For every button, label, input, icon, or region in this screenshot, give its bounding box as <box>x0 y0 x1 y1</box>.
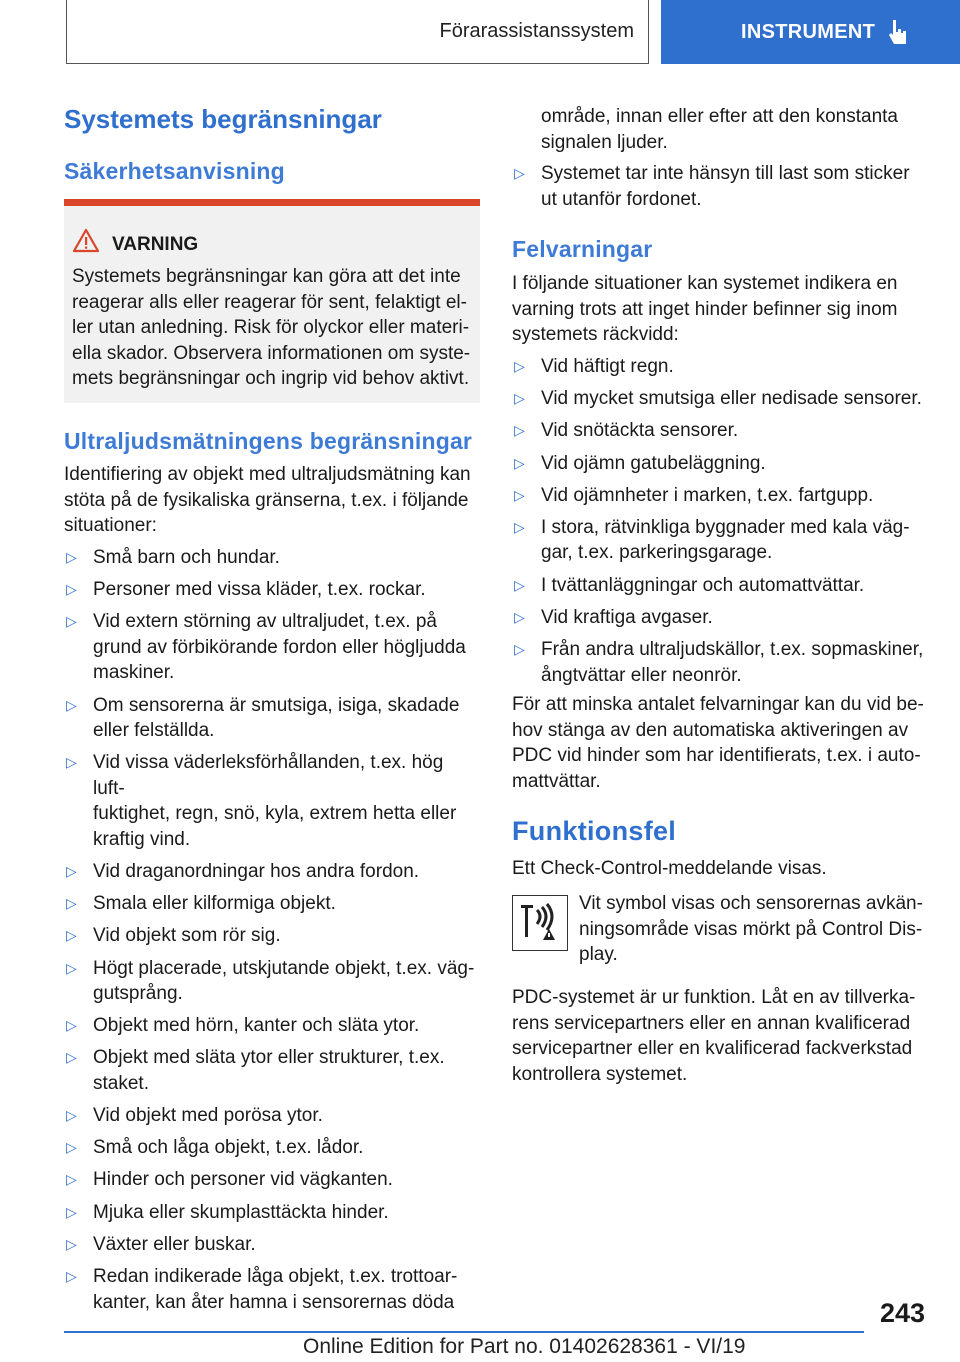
section-tab <box>661 0 960 64</box>
triangle-bullet-icon: ▷ <box>66 613 77 630</box>
bullet-line: Vid mycket smutsiga eller nedisade sensorer. <box>541 388 922 410</box>
bullet-line: Vid objekt som rör sig. <box>93 925 281 947</box>
triangle-bullet-icon: ▷ <box>66 927 77 944</box>
malfunction-outro <box>512 985 932 1087</box>
warning-text <box>72 264 472 392</box>
bullet-line: Små och låga objekt, t.ex. lådor. <box>93 1137 364 1159</box>
list-item <box>512 573 932 599</box>
load-bullet-list <box>512 161 928 212</box>
list-item <box>64 1264 480 1315</box>
triangle-bullet-icon: ▷ <box>514 608 525 625</box>
list-item <box>64 1167 480 1193</box>
bullet-line: Vid ojämnheter i marken, t.ex. fartgupp. <box>541 484 874 506</box>
intro-line: stöta på de fysikaliska gränserna, t.ex. i följande <box>64 489 469 511</box>
triangle-bullet-icon: ▷ <box>66 1049 77 1066</box>
list-item <box>512 386 932 412</box>
list-item <box>64 1103 480 1129</box>
warning-label: VARNING <box>112 234 199 255</box>
list-item <box>64 750 480 852</box>
triangle-bullet-icon: ▷ <box>514 576 525 593</box>
outro-line: hov stänga av den automatiska aktiveringen av <box>512 719 909 741</box>
outro-line: servicepartner eller en kvalificerad fackverkstad <box>512 1038 913 1059</box>
triangle-bullet-icon: ▷ <box>66 1107 77 1124</box>
triangle-bullet-icon: ▷ <box>66 549 77 565</box>
triangle-bullet-icon: ▷ <box>66 1203 77 1220</box>
triangle-bullet-icon: ▷ <box>66 754 77 771</box>
bullet-line: fuktighet, regn, snö, kyla, extrem hetta eller <box>93 803 457 825</box>
false-warnings-heading: Felvarningar <box>512 236 653 262</box>
bullet-line: Vid objekt med porösa ytor. <box>93 1105 323 1127</box>
list-item <box>512 483 932 509</box>
bullet-line: Smala eller kilformiga objekt. <box>93 893 336 915</box>
outro-line: PDC-systemet är ur funktion. Låt en av tillverka- <box>512 987 916 1008</box>
bullet-line: staket. <box>93 1072 149 1094</box>
hand-pointer-icon <box>887 18 909 48</box>
bullet-line: Vid kraftiga avgaser. <box>541 606 713 628</box>
warning-triangle-icon <box>72 228 100 254</box>
triangle-bullet-icon: ▷ <box>66 1139 77 1156</box>
bullet-line: Vid häftigt regn. <box>541 356 674 377</box>
bullet-line: Objekt med hörn, kanter och släta ytor. <box>93 1015 420 1037</box>
bullet-line: Hinder och personer vid vägkanten. <box>93 1169 393 1191</box>
intro-line: I följande situationer kan systemet indikera en <box>512 273 898 294</box>
warning-line: mets begränsningar och ingrip vid behov aktivt. <box>72 368 470 389</box>
malfunction-icon-text <box>579 891 931 968</box>
outro-line: rens servicepartners eller en annan kvalificerad <box>512 1012 911 1034</box>
warning-line: ler utan anledning. Risk för olyckor eller materi- <box>72 317 470 338</box>
bullet-line: maskiner. <box>93 662 175 684</box>
bullet-line: eller felställda. <box>93 720 215 742</box>
list-item <box>64 693 480 744</box>
bullet-line: Vid vissa väderleksförhållanden, t.ex. hög luft- <box>93 752 444 799</box>
bullet-line: grund av förbikörande fordon eller högljudda <box>93 636 466 658</box>
intro-line: Identifiering av objekt med ultraljudsmätning kan <box>64 464 471 485</box>
limitations-list <box>64 545 480 1322</box>
icon-text-line: play. <box>579 944 618 965</box>
icon-text-line: ningsområde visas mörkt på Control Dis- <box>579 918 923 940</box>
list-item <box>512 354 932 380</box>
edition-note: Online Edition for Part no. 01402628361 - VI/19 <box>303 1335 746 1358</box>
triangle-bullet-icon: ▷ <box>66 581 77 598</box>
bullet-line: Växter eller buskar. <box>93 1233 256 1255</box>
bullet-line: Om sensorerna är smutsiga, isiga, skadade <box>93 694 460 716</box>
list-item <box>64 545 480 571</box>
list-item <box>64 1135 480 1161</box>
outro-line: kontrollera systemet. <box>512 1063 688 1085</box>
warning-line: ella skador. Observera informationen om syste- <box>72 342 471 364</box>
warning-line: reagerar alls eller reagerar för sent, felaktigt el- <box>72 291 467 313</box>
bullet-line: gar, t.ex. parkeringsgarage. <box>541 542 773 564</box>
bullet-line: Vid ojämn gatubeläggning. <box>541 452 766 474</box>
bullet-line: Objekt med släta ytor eller strukturer, t.ex. <box>93 1047 445 1069</box>
triangle-bullet-icon: ▷ <box>514 358 525 374</box>
bullet-line: Redan indikerade låga objekt, t.ex. trottoar- <box>93 1266 458 1287</box>
chapter-tab <box>66 0 649 64</box>
chapter-title: Förarassistanssystem <box>439 20 634 42</box>
continued-bullet-text <box>541 104 931 155</box>
page-title: Systemets begränsningar <box>64 104 382 134</box>
bullet-line: Vid snötäckta sensorer. <box>541 420 739 442</box>
outro-line: För att minska antalet felvarningar kan du vid be- <box>512 694 924 715</box>
continued-line: område, innan eller efter att den konstanta <box>541 106 899 127</box>
list-item <box>64 891 480 917</box>
intro-line: varning trots att inget hinder befinner sig inom <box>512 298 898 320</box>
triangle-bullet-icon: ▷ <box>66 696 77 713</box>
bullet-line: Personer med vissa kläder, t.ex. rockar. <box>93 579 426 601</box>
intro-line: systemets räckvidd: <box>512 324 679 345</box>
list-item <box>64 1045 480 1096</box>
triangle-bullet-icon: ▷ <box>514 165 525 181</box>
bullet-line: kanter, kan åter hamna i sensorernas döda <box>93 1291 455 1313</box>
triangle-bullet-icon: ▷ <box>66 1235 77 1252</box>
warning-box <box>64 199 480 403</box>
list-item <box>64 923 480 949</box>
list-item <box>512 451 932 477</box>
icon-text-line: Vit symbol visas och sensorernas avkän- <box>579 893 923 914</box>
outro-line: mattvättar. <box>512 770 601 792</box>
section-title: INSTRUMENT <box>741 20 876 43</box>
list-item <box>64 1200 480 1226</box>
list-item <box>64 1013 480 1039</box>
triangle-bullet-icon: ▷ <box>66 1171 77 1188</box>
list-item <box>512 515 932 566</box>
triangle-bullet-icon: ▷ <box>514 422 525 439</box>
bullet-line: Mjuka eller skumplasttäckta hinder. <box>93 1201 389 1223</box>
intro-line: situationer: <box>64 515 157 536</box>
list-item <box>512 161 928 212</box>
bullet-line: Högt placerade, utskjutande objekt, t.ex. väg- <box>93 957 475 979</box>
malfunction-heading: Funktionsfel <box>512 816 677 846</box>
page-number: 243 <box>880 1298 926 1328</box>
false-warnings-outro <box>512 692 932 794</box>
continued-line: signalen ljuder. <box>541 131 668 153</box>
bullet-line: I stora, rätvinkliga byggnader med kala väg- <box>541 516 910 538</box>
list-item <box>64 609 480 686</box>
false-warnings-list <box>512 354 932 695</box>
triangle-bullet-icon: ▷ <box>66 862 77 879</box>
ultrasound-intro <box>64 462 480 539</box>
bullet-line: gutsprång. <box>93 983 183 1004</box>
list-item <box>512 418 932 444</box>
bullet-line: ut utanför fordonet. <box>541 188 702 210</box>
malfunction-message: Ett Check-Control-meddelande visas. <box>512 858 827 879</box>
bullet-line: Vid extern störning av ultraljudet, t.ex. på <box>93 611 437 633</box>
bullet-line: ångtvättar eller neonrör. <box>541 664 742 686</box>
list-item <box>512 605 932 631</box>
bullet-line: Små barn och hundar. <box>93 547 280 568</box>
triangle-bullet-icon: ▷ <box>514 641 525 657</box>
outro-line: PDC vid hinder som har identifierats, t.ex. i auto- <box>512 745 921 766</box>
bullet-line: kraftig vind. <box>93 828 191 850</box>
bullet-line: Systemet tar inte hänsyn till last som sticker <box>541 163 910 184</box>
triangle-bullet-icon: ▷ <box>66 895 77 912</box>
footer-divider <box>64 1331 864 1333</box>
false-warnings-intro <box>512 271 928 348</box>
ultrasound-heading: Ultraljudsmätningens begränsningar <box>64 428 473 454</box>
triangle-bullet-icon: ▷ <box>514 454 525 471</box>
triangle-bullet-icon: ▷ <box>514 390 525 407</box>
list-item <box>64 1232 480 1258</box>
list-item <box>512 637 932 688</box>
warning-line: Systemets begränsningar kan göra att det inte <box>72 266 461 287</box>
triangle-bullet-icon: ▷ <box>66 1017 77 1034</box>
bullet-line: Vid draganordningar hos andra fordon. <box>93 860 420 882</box>
bullet-line: Från andra ultraljudskällor, t.ex. sopmaskiner, <box>541 639 924 660</box>
list-item <box>64 577 480 603</box>
list-item <box>64 859 480 885</box>
bullet-line: I tvättanläggningar och automattvättar. <box>541 574 865 596</box>
list-item <box>64 956 480 1007</box>
triangle-bullet-icon: ▷ <box>66 1268 77 1284</box>
triangle-bullet-icon: ▷ <box>514 518 525 535</box>
safety-heading: Säkerhetsanvisning <box>64 158 285 184</box>
triangle-bullet-icon: ▷ <box>66 959 77 976</box>
triangle-bullet-icon: ▷ <box>514 486 525 503</box>
pdc-sensor-icon <box>512 895 568 951</box>
